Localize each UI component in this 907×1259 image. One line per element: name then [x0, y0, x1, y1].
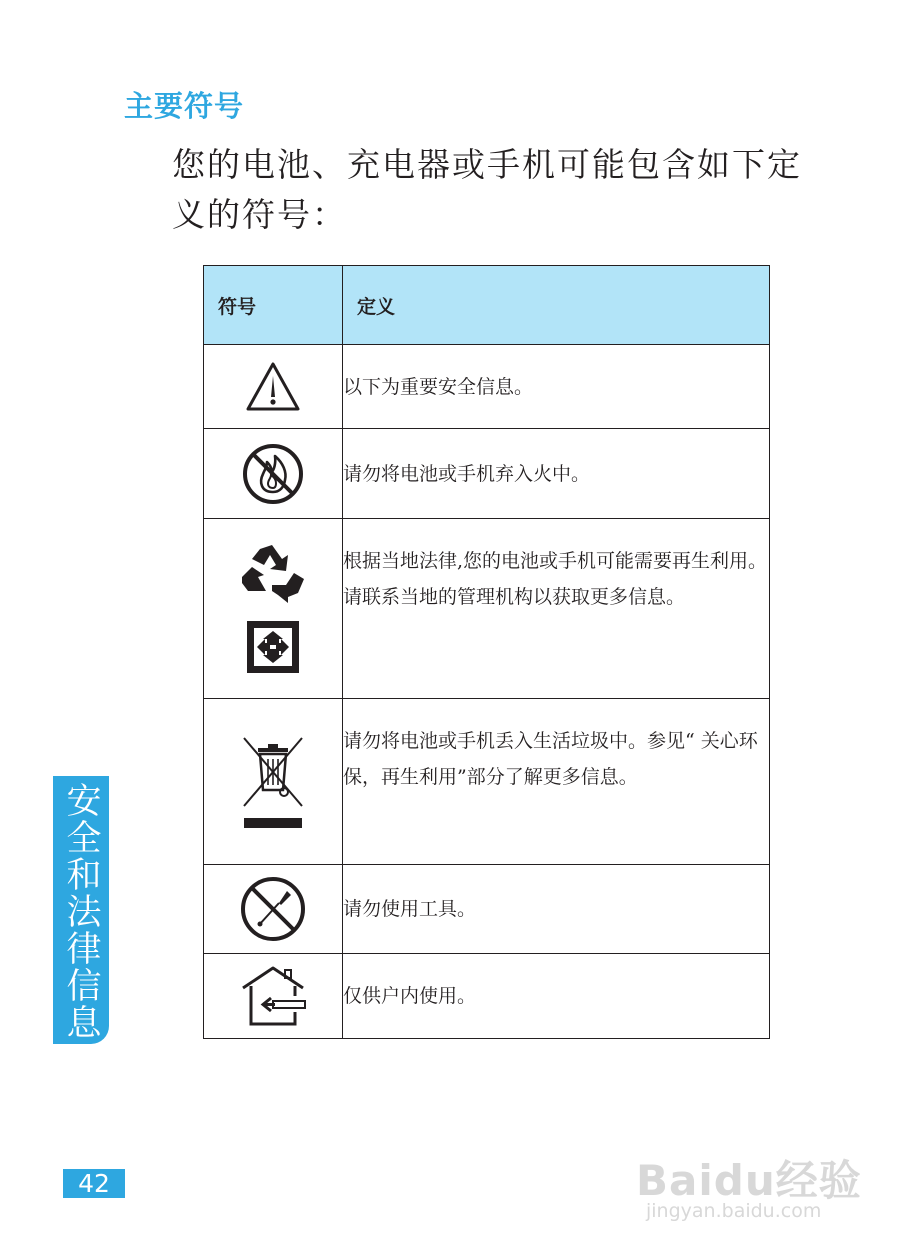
header-definition: 定义 — [343, 266, 770, 345]
table-header-row — [204, 266, 770, 345]
definition-text: 请勿将电池或手机弃入火中。 — [343, 429, 770, 519]
no-tools-icon — [239, 875, 307, 943]
side-tab-label: 安全和法律信息 — [61, 782, 101, 1041]
table-row — [204, 954, 770, 1039]
table-row — [204, 865, 770, 954]
battery-recycle-icon — [245, 619, 301, 675]
watermark — [636, 1120, 866, 1230]
side-tab — [53, 776, 109, 1044]
recycle-icon — [238, 543, 308, 605]
warning-triangle-icon — [245, 361, 301, 413]
intro-paragraph: 您的电池、充电器或手机可能包含如下定义的符号： — [172, 145, 802, 234]
definition-text: 根据当地法律,您的电池或手机可能需要再生利用。请联系当地的管理机构以获取更多信息。 — [343, 519, 770, 699]
indoor-use-icon — [237, 964, 309, 1028]
page-number: 42 — [63, 1169, 125, 1198]
table-row — [204, 699, 770, 865]
table-row — [204, 429, 770, 519]
table-row — [204, 345, 770, 429]
definition-text: 请勿将电池或手机丢入生活垃圾中。参见“ 关心环保，再生利用”部分了解更多信息。 — [343, 699, 770, 865]
symbols-table — [203, 265, 770, 1039]
no-fire-icon — [241, 442, 305, 506]
definition-text: 仅供户内使用。 — [343, 954, 770, 1039]
no-trash-bin-icon — [238, 732, 308, 832]
watermark-url: jingyan.baidu.com — [646, 1200, 822, 1222]
header-symbol: 符号 — [204, 266, 343, 345]
watermark-brand: Baidu经验 — [636, 1156, 862, 1205]
definition-text: 请勿使用工具。 — [343, 865, 770, 954]
table-row — [204, 519, 770, 699]
definition-text: 以下为重要安全信息。 — [343, 345, 770, 429]
section-title: 主要符号 — [124, 89, 245, 123]
